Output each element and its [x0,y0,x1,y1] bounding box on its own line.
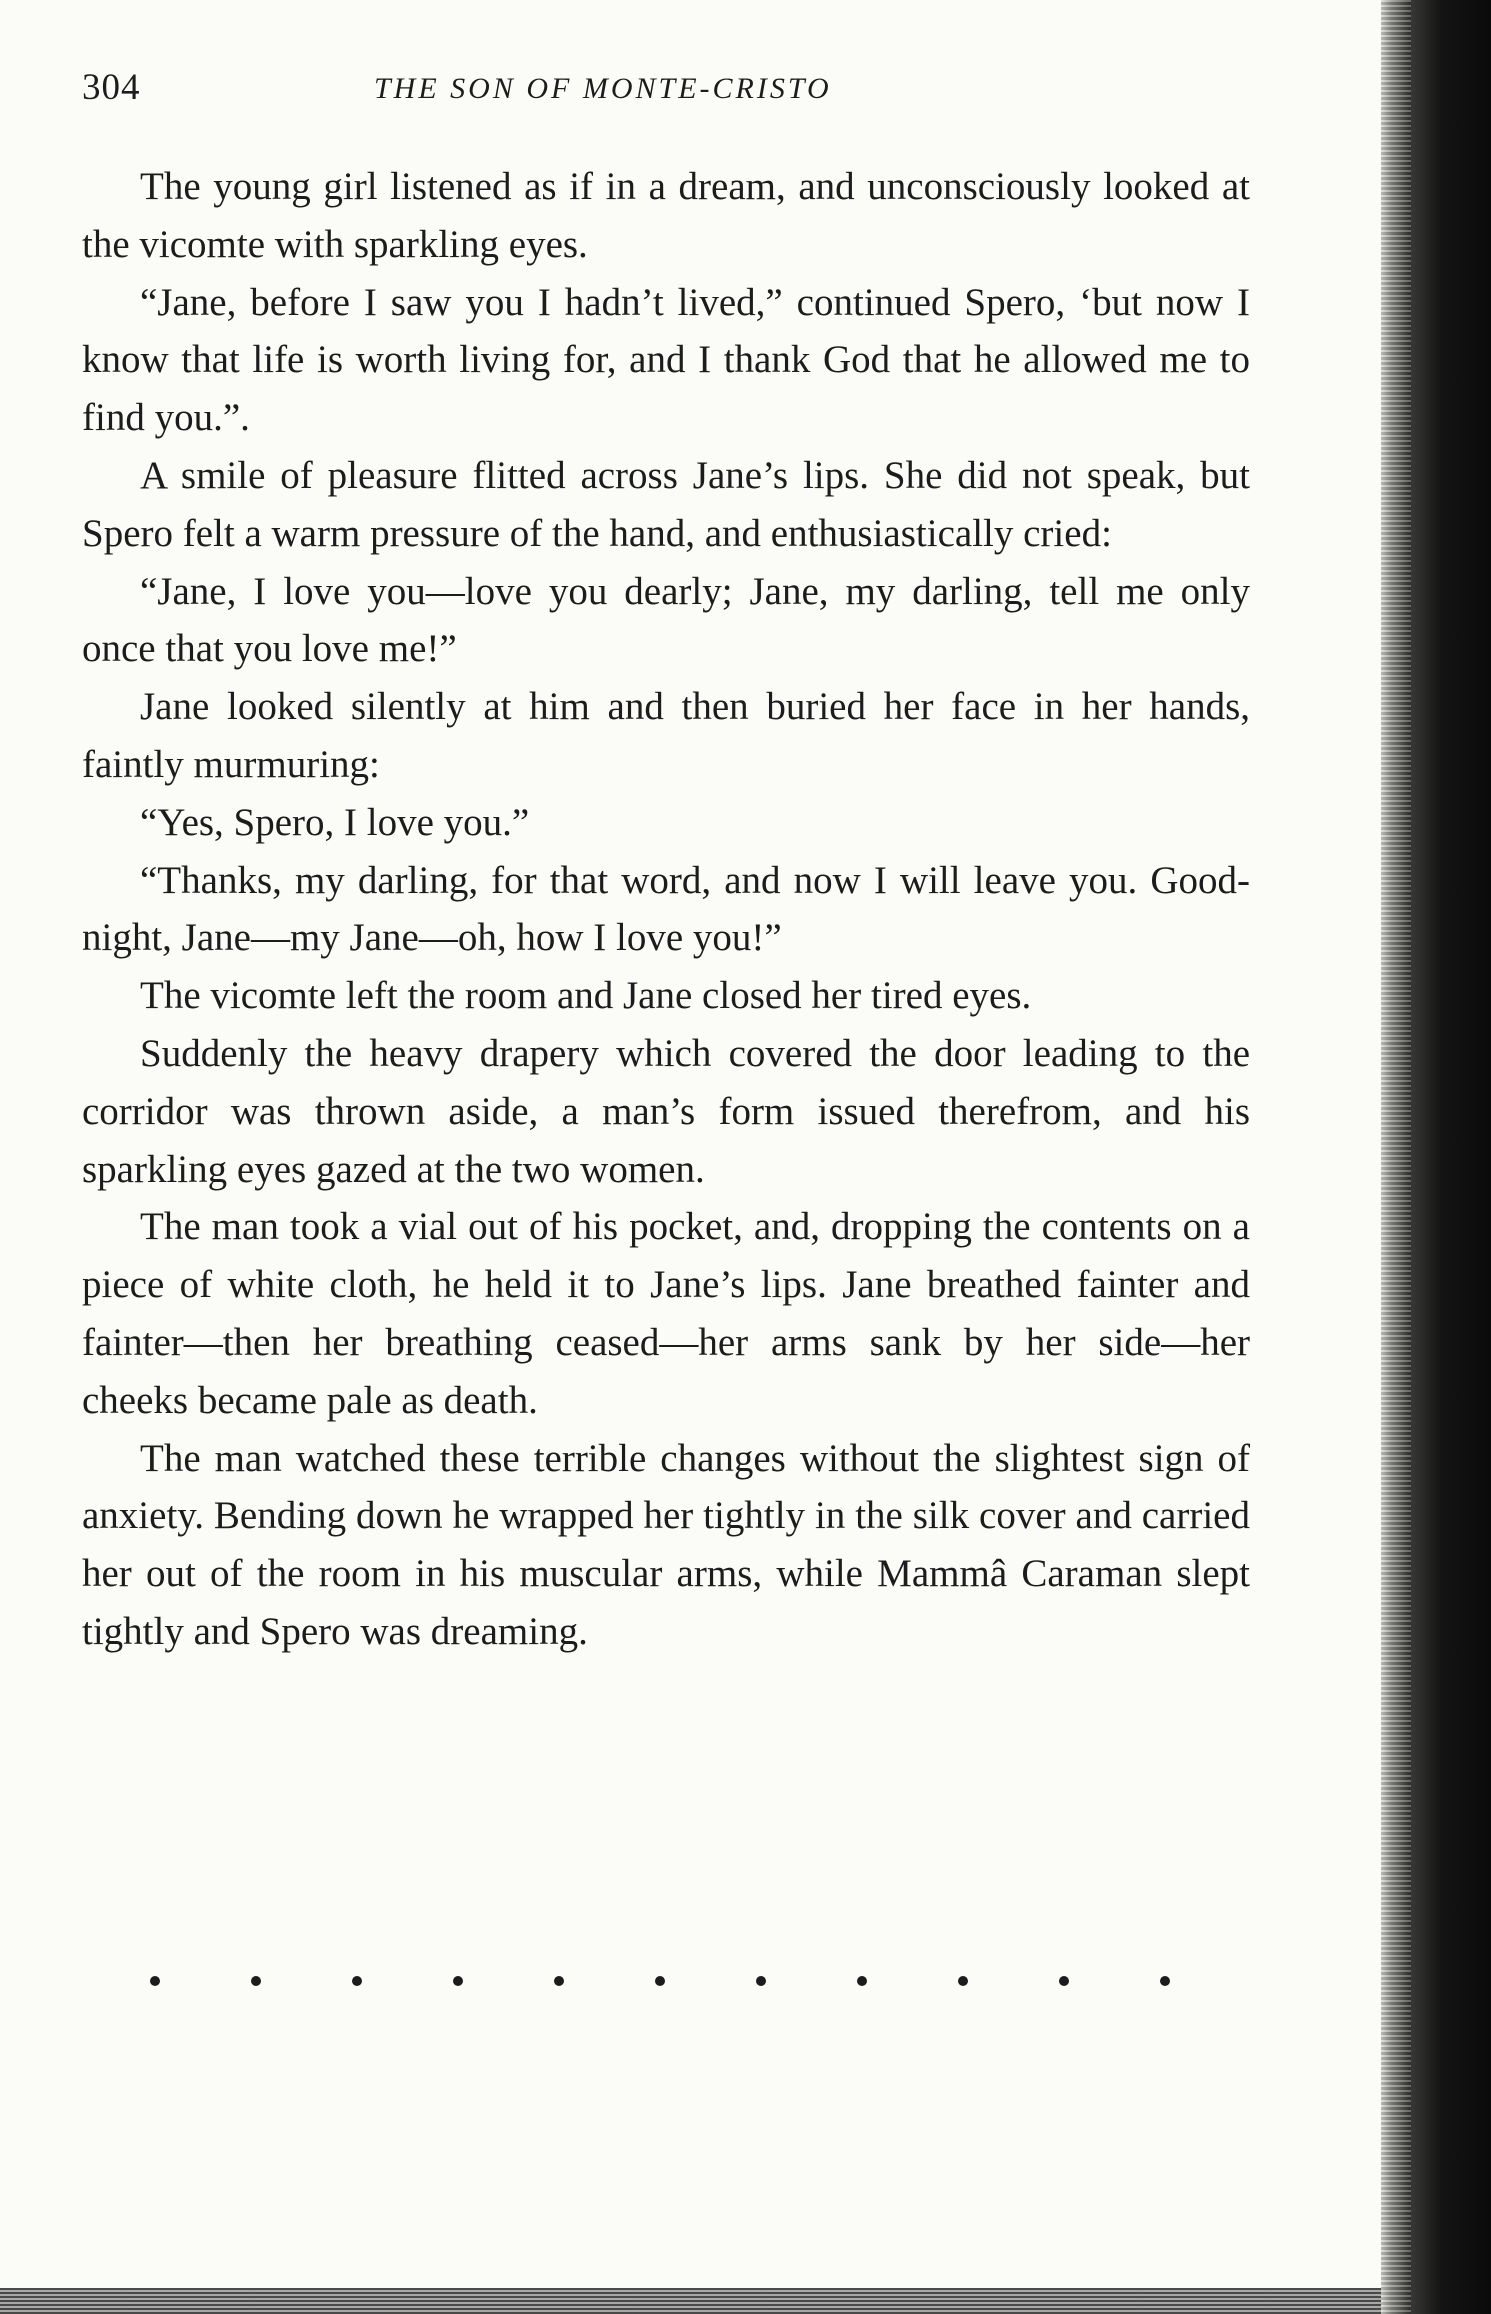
section-break-dot [554,1976,564,1986]
page-number: 304 [82,67,141,108]
paragraph: A smile of pleasure flitted across Jane’s lips. She did not speak, but Spero felt a warm pressure of the hand, and enthusiastically cried: [82,453,1250,555]
section-break-dot [655,1976,665,1986]
page-header [82,66,1262,126]
paragraph: The young girl listened as if in a dream, and unconsciously looked at the vicomte with sparkling eyes. [82,165,1250,266]
scan-binding-edge [1381,0,1491,2314]
scan-bottom-strip [0,2288,1381,2314]
paragraph: The vicomte left the room and Jane closed her tired eyes. [140,974,1032,1018]
section-break-dot [150,1976,160,1986]
body-text [82,158,1250,1661]
section-break-dot [958,1976,968,1986]
section-break-dots [150,1976,1170,1986]
paragraph: The man watched these terrible changes without the slightest sign of anxiety. Bending down he wrapped her tightly in the silk cover and carried her out of the room in his muscular arms, while Mammâ Caraman slept tightly and Spero was dreaming. [82,1436,1250,1653]
paragraph: “Jane, before I saw you I hadn’t lived,” continued Spero, ‘but now I know that life is worth living for, and I thank God that he allowed me to find you.”. [82,280,1250,440]
paragraph: Jane looked silently at him and then buried her face in her hands, faintly murmuring: [82,685,1250,786]
paragraph: The man took a vial out of his pocket, and, dropping the contents on a piece of white cloth, he held it to Jane’s lips. Jane breathed fainter and fainter—then her breathing ceased—her arms sank by her side—her cheeks became pale as death. [82,1205,1250,1422]
paragraph: “Yes, Spero, I love you.” [140,800,530,844]
paragraph: “Jane, I love you—love you dearly; Jane, my darling, tell me only once that you love me!” [82,569,1250,671]
section-break-dot [352,1976,362,1986]
paragraph: “Thanks, my darling, for that word, and now I will leave you. Good-night, Jane—my Jane—oh, how I love you!” [82,858,1250,960]
section-break-dot [453,1976,463,1986]
running-title: THE SON OF MONTE-CRISTO [374,72,832,105]
section-break-dot [756,1976,766,1986]
section-break-dot [857,1976,867,1986]
section-break-dot [1160,1976,1170,1986]
paragraph: Suddenly the heavy drapery which covered the door leading to the corridor was thrown aside, a man’s form issued therefrom, and his sparkling eyes gazed at the two women. [82,1031,1250,1191]
section-break-dot [1059,1976,1069,1986]
section-break-dot [251,1976,261,1986]
